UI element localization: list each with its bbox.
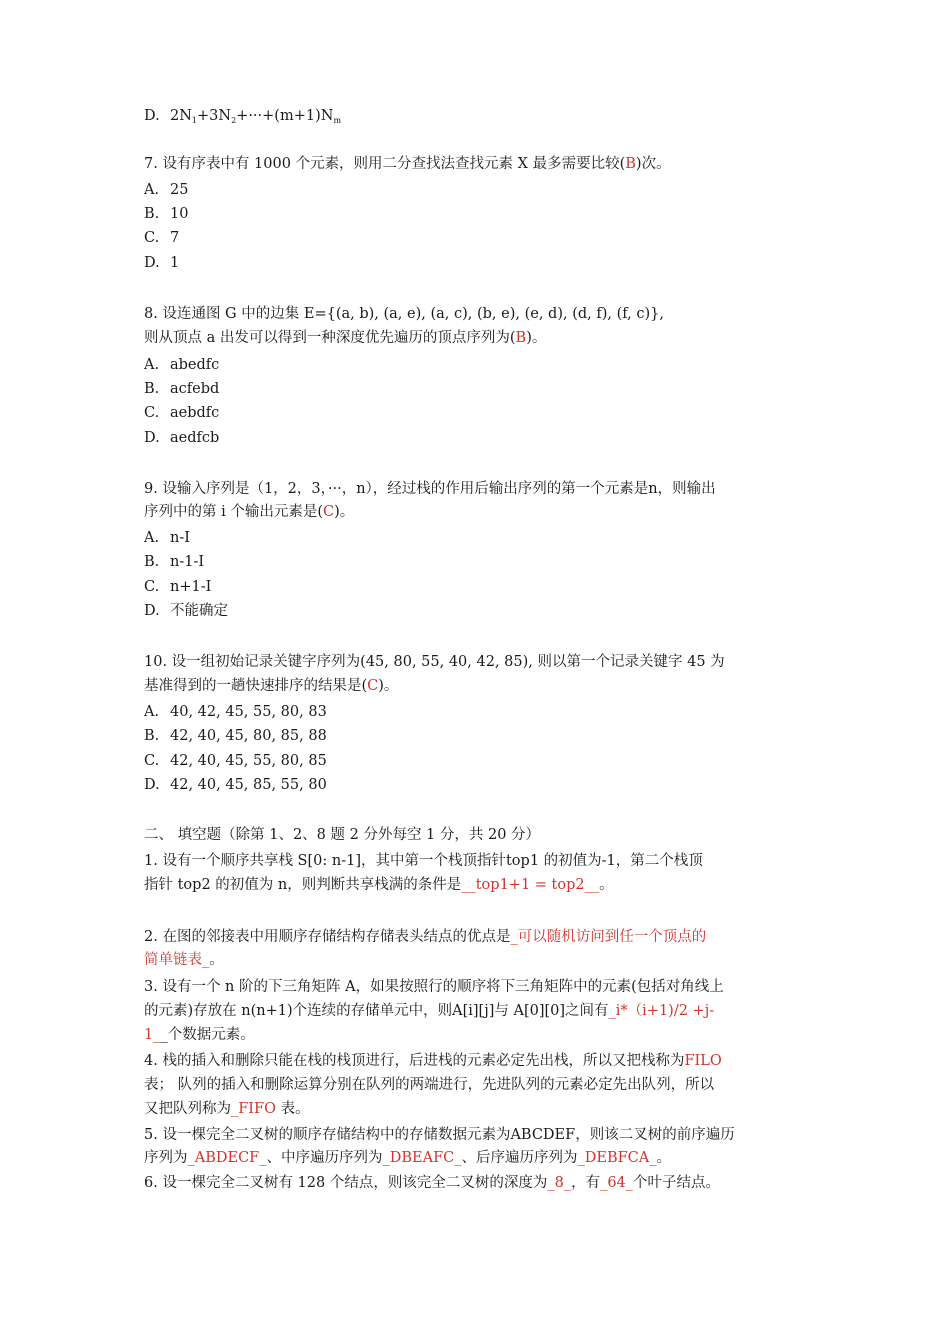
formula-term: +3N <box>197 108 232 124</box>
question-10-option-b: B. 42, 40, 45, 80, 85, 88 <box>144 728 327 744</box>
answer: B <box>625 156 636 172</box>
answer: _DBEAFC_ <box>382 1150 462 1166</box>
question-10-stem-line-1: 10. 设一组初始记录关键字序列为(45, 80, 55, 40, 42, 85), 则以第一个记录关键字 45 为 <box>144 654 725 670</box>
question-9-option-d: D. 不能确定 <box>144 603 228 619</box>
question-7-option-d: D. 1 <box>144 255 180 271</box>
section-2-heading: 二、 填空题（除第 1、2、8 题 2 分外每空 1 分，共 20 分） <box>144 827 541 843</box>
fill-6-line-1: 6. 设一棵完全二叉树有 128 个结点，则该完全二叉树的深度为_8_，有_64_个叶子结点。 <box>144 1175 721 1191</box>
formula-subscript: 2 <box>231 116 237 125</box>
question-9-option-a: A. n-I <box>144 530 190 546</box>
question-8-option-d: D. aedfcb <box>144 430 220 446</box>
fill-4-line-2: 表； 队列的插入和删除运算分别在队列的两端进行，先进队列的元素必定先出队列，所以 <box>144 1077 715 1093</box>
fill-5-line-1: 5. 设一棵完全二叉树的顺序存储结构中的存储数据元素为ABCDEF，则该二叉树的前序遍历 <box>144 1127 735 1143</box>
question-8-stem-line-1: 8. 设连通图 G 中的边集 E={(a, b), (a, e), (a, c), (b, e), (e, d), (d, f), (f, c)}, <box>144 306 664 322</box>
answer: C <box>323 504 335 520</box>
question-9-option-c: C. n+1-I <box>144 579 212 595</box>
fill-3-line-2: 的元素)存放在 n(n+1)个连续的存储单元中，则A[i][j]与 A[0][0]之间有_i*（i+1)/2 +j- <box>144 1003 715 1019</box>
fill-3-line-1: 3. 设有一个 n 阶的下三角矩阵 A，如果按照行的顺序将下三角矩阵中的元素(包括对角线上 <box>144 979 724 995</box>
answer: _ABDECF_ <box>187 1150 267 1166</box>
fill-1-line-1: 1. 设有一个顺序共享栈 S[0: n-1]，其中第一个栈顶指针top1 的初值为-1，第二个栈顶 <box>144 853 703 869</box>
question-7-option-b: B. 10 <box>144 206 189 222</box>
question-7-option-a: A. 25 <box>144 182 189 198</box>
question-10-option-a: A. 40, 42, 45, 55, 80, 83 <box>144 704 327 720</box>
answer: _i*（i+1)/2 +j- <box>608 1003 715 1019</box>
fill-2-line-2: 简单链表_。 <box>144 952 224 968</box>
answer: C <box>367 678 379 694</box>
question-9-stem-line-2: 序列中的第 i 个输出元素是(C)。 <box>144 504 355 520</box>
question-8-option-b: B. acfebd <box>144 381 220 397</box>
answer: B <box>515 330 527 346</box>
answer: _8_ <box>547 1175 572 1191</box>
fill-3-line-3: 1__个数据元素。 <box>144 1027 255 1043</box>
answer: FILO <box>684 1053 722 1069</box>
fill-1-line-2: 指针 top2 的初值为 n，则判断共享栈满的条件是__top1+1 = top2__。 <box>144 877 614 893</box>
question-8-option-c: C. aebdfc <box>144 405 220 421</box>
formula-subscript: 1 <box>191 116 198 125</box>
option-label: D. <box>144 108 160 124</box>
fill-5-line-2: 序列为_ABDECF_、中序遍历序列为_DBEAFC_、后序遍历序列为_DEBFCA_。 <box>144 1150 671 1166</box>
question-8-option-a: A. abedfc <box>144 357 220 373</box>
formula-term: +···+(m+1)N <box>236 108 334 124</box>
answer: _FIFO <box>231 1101 276 1117</box>
fill-4-line-1: 4. 栈的插入和删除只能在栈的栈顶进行，后进栈的元素必定先出栈，所以又把栈称为FILO <box>144 1053 722 1069</box>
question-9-option-b: B. n-1-I <box>144 554 205 570</box>
question-9-stem-line-1: 9. 设输入序列是（1，2，3，···，n），经过栈的作用后输出序列的第一个元素是n，则输出 <box>144 481 716 497</box>
answer: __top1+1 = top2__ <box>461 877 600 893</box>
answer: _64_ <box>600 1175 634 1191</box>
answer: 1_ <box>144 1027 161 1043</box>
option-d-formula <box>144 106 341 126</box>
question-7-stem: 7. 设有序表中有 1000 个元素，则用二分查找法查找元素 X 最多需要比较(B)次。 <box>144 156 671 172</box>
question-7-option-c: C. 7 <box>144 230 180 246</box>
fill-4-line-3: 又把队列称为_FIFO 表。 <box>144 1101 310 1117</box>
formula-subscript: m <box>333 116 342 125</box>
question-10-option-c: C. 42, 40, 45, 55, 80, 85 <box>144 753 327 769</box>
answer: 简单链表_ <box>144 952 210 968</box>
formula-term: 2N <box>170 108 192 124</box>
question-10-stem-line-2: 基准得到的一趟快速排序的结果是(C)。 <box>144 678 399 694</box>
question-8-stem-line-2: 则从顶点 a 出发可以得到一种深度优先遍历的顶点序列为(B)。 <box>144 330 547 346</box>
answer: _DEBFCA_ <box>577 1150 657 1166</box>
fill-2-line-1: 2. 在图的邻接表中用顺序存储结构存储表头结点的优点是_可以随机访问到任一个顶点的 <box>144 929 707 945</box>
answer: _可以随机访问到任一个顶点的 <box>510 929 707 945</box>
question-10-option-d: D. 42, 40, 45, 85, 55, 80 <box>144 777 327 793</box>
